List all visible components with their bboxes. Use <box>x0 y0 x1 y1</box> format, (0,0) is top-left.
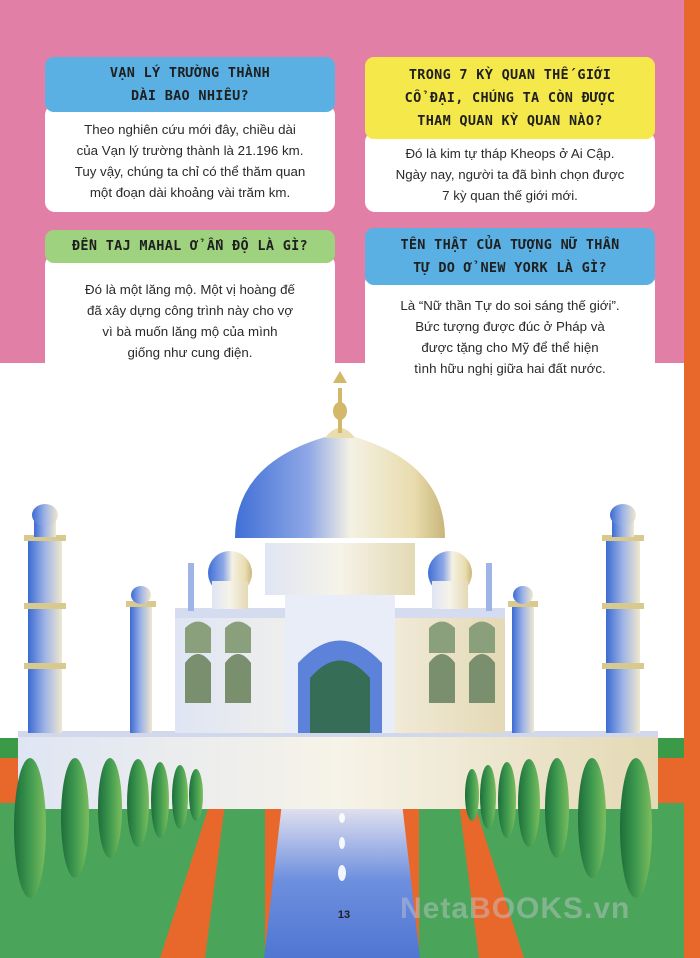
answer-line: Theo nghiên cứu mới đây, chiều dài <box>84 121 296 137</box>
question-line: ĐỀN TAJ MAHAL Ở ẤN ĐỘ LÀ GÌ? <box>72 238 308 254</box>
answer-line: giống như cung điện. <box>127 345 253 360</box>
card-taj-mahal <box>45 230 335 363</box>
card-seven-wonders <box>365 57 655 212</box>
orange-edge-strip <box>684 0 700 958</box>
card-great-wall <box>45 57 335 212</box>
question-line: TRONG 7 KỲ QUAN THẾ GIỚI <box>408 66 612 83</box>
answer-line: một đoạn dài khoảng vài trăm km. <box>89 184 291 200</box>
answer-line: Đó là kim tự tháp Kheops ở Ai Cập. <box>405 145 615 161</box>
answer-line: Ngày nay, người ta đã bình chọn được <box>395 166 625 182</box>
answer-line: của Vạn lý trường thành là 21.196 km. <box>76 142 304 158</box>
card-seven-wonders-answer <box>365 132 655 212</box>
minaret-near-right <box>602 504 644 733</box>
question-line: DÀI BAO NHIÊU? <box>130 87 249 104</box>
question-line: TÊN THẬT CỦA TƯỢNG NỮ THẦN <box>400 236 620 253</box>
answer-line: Tuy vậy, chúng ta chỉ có thể thăm quan <box>74 163 306 179</box>
answer-line: đã xây dựng công trình này cho vợ <box>86 303 294 318</box>
question-line: THAM QUAN KỲ QUAN NÀO? <box>417 112 603 129</box>
answer-line: tình hữu nghị giữa hai đất nước. <box>414 361 606 376</box>
minaret-far-right <box>508 586 538 733</box>
card-seven-wonders-question <box>365 57 655 139</box>
minaret-far-left <box>126 586 156 733</box>
minaret-near-left <box>24 504 66 733</box>
question-line: TỰ DO Ở NEW YORK LÀ GÌ? <box>413 259 607 276</box>
card-taj-mahal-question <box>45 230 335 263</box>
card-statue-of-liberty <box>365 228 655 376</box>
page-number: 13 <box>337 909 351 921</box>
answer-line: Là “Nữ thần Tự do soi sáng thế giới”. <box>400 298 620 313</box>
answer-line: được tặng cho Mỹ để thể hiện <box>421 340 599 355</box>
answer-line: 7 kỳ quan thế giới mới. <box>442 187 578 203</box>
answer-line: Bức tượng được đúc ở Pháp và <box>415 319 605 334</box>
card-great-wall-answer <box>45 105 335 212</box>
answer-line: vì bà muốn lăng mộ của mình <box>102 324 278 339</box>
question-line: VẠN LÝ TRƯỜNG THÀNH <box>109 64 271 81</box>
card-great-wall-question <box>45 57 335 112</box>
card-statue-liberty-question <box>365 228 655 285</box>
answer-line: Đó là một lăng mộ. Một vị hoàng đế <box>85 282 295 297</box>
taj-mahal-illustration <box>0 363 684 958</box>
watermark: NetaBOOKS.vn <box>400 892 631 925</box>
question-line: CỔ ĐẠI, CHÚNG TA CÒN ĐƯỢC <box>404 89 616 106</box>
